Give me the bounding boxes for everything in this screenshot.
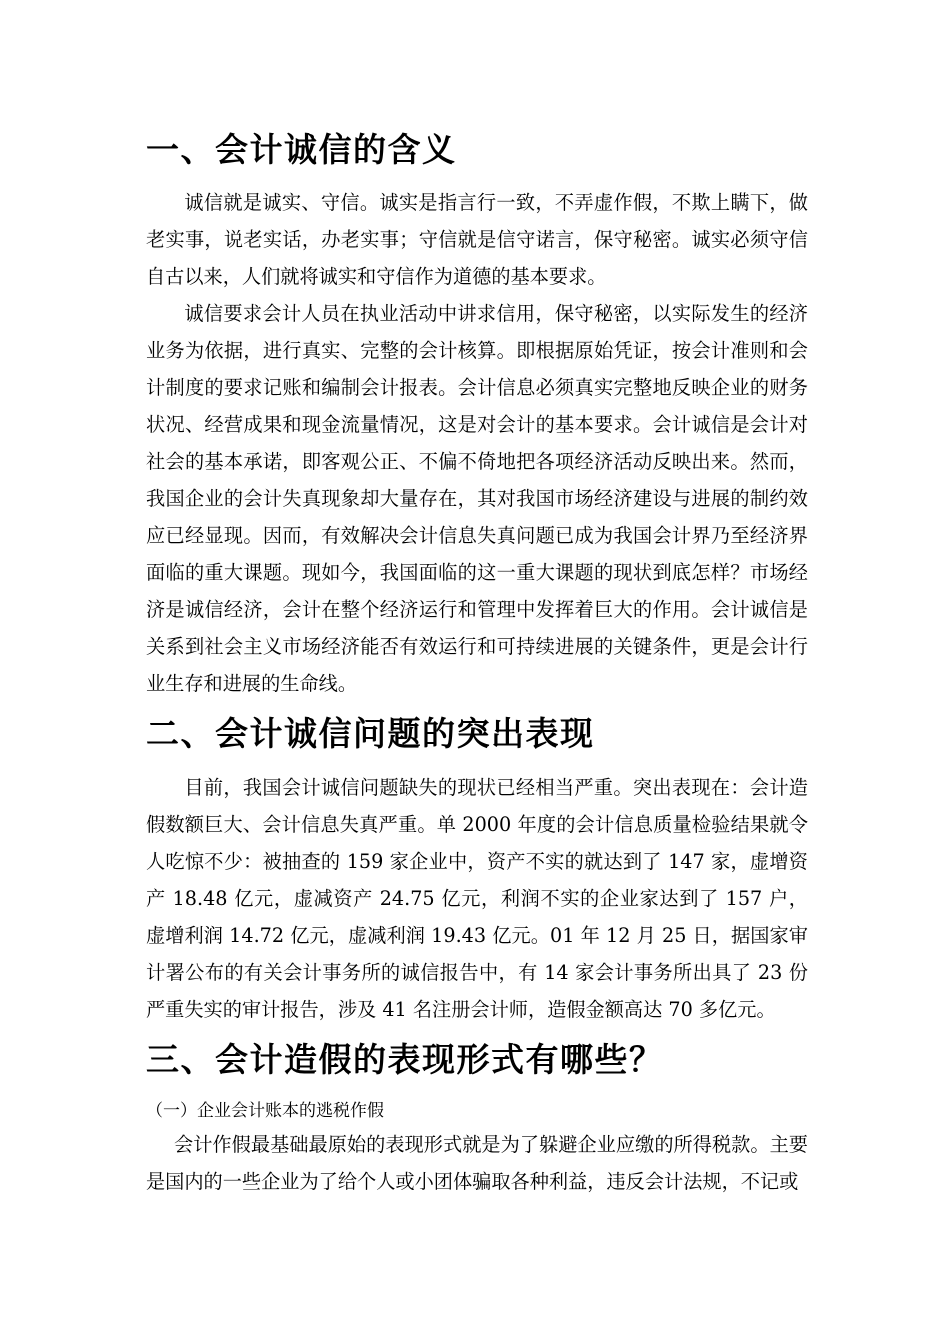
section-1-heading: 一、会计诚信的含义 <box>146 130 457 169</box>
section-1-paragraph-1: 诚信就是诚实、守信。诚实是指言行一致，不弄虚作假，不欺上瞒下，做老实事，说老实话，办老实事；守信就是信守诺言，保守秘密。诚实必须守信自古以来，人们就将诚实和守信作为道德的基本要求。 <box>146 191 808 288</box>
section-1-paragraph-2: 诚信要求会计人员在执业活动中讲求信用，保守秘密，以实际发生的经济业务为依据，进行真实、完整的会计核算。即根据原始凭证，按会计准则和会计制度的要求记账和编制会计报表。会计信息必须真实完整地反映企业的财务状况、经营成果和现金流量情况，这是对会计的基本要求。会计诚信是会计对社会的基本承诺，即客观公正、不偏不倚地把各项经济活动反映出来。然而，我国企业的会计失真现象却大量存在，其对我国市场经济建设与进展的制约效应已经显现。因而，有效解决会计信息失真问题已成为我国会计界乃至经济界面临的重大课题。现如今，我国面临的这一重大课题的现状到底怎样？市场经济是诚信经济，会计在整个经济运行和管理中发挥着巨大的作用。会计诚信是关系到社会主义市场经济能否有效运行和可持续进展的关键条件，更是会计行业生存和进展的生命线。 <box>146 302 808 695</box>
section-2-paragraph-1: 目前，我国会计诚信问题缺失的现状已经相当严重。突出表现在：会计造假数额巨大、会计信息失真严重。单 2000 年度的会计信息质量检验结果就令人吃惊不少：被抽查的 159 家企业中，资产不实的就达到了 147 家，虚增资产 18.48 亿元，虚减资产 24.75 亿元，利润不实的企业家达到了 157 户，虚增利润 14.72 亿元，虚减利润 19.43 亿元。01 年 12 月 25 日，据国家审计署公布的有关会计事务所的诚信报告中，有 14 家会计事务所出具了 23 份严重失实的审计报告，涉及 41 名注册会计师，造假金额高达 70 多亿元。 <box>146 776 808 1021</box>
section-3-heading: 三、会计造假的表现形式有哪些？ <box>146 1040 664 1079</box>
section-2-heading: 二、会计诚信问题的突出表现 <box>146 714 595 753</box>
section-3-subheading: （一）企业会计账本的逃税作假 <box>146 1101 384 1121</box>
section-3-paragraph-1: 会计作假最基础最原始的表现形式就是为了躲避企业应缴的所得税款。主要是国内的一些企业为了给个人或小团体骗取各种利益，违反会计法规，不记或 <box>146 1133 808 1193</box>
